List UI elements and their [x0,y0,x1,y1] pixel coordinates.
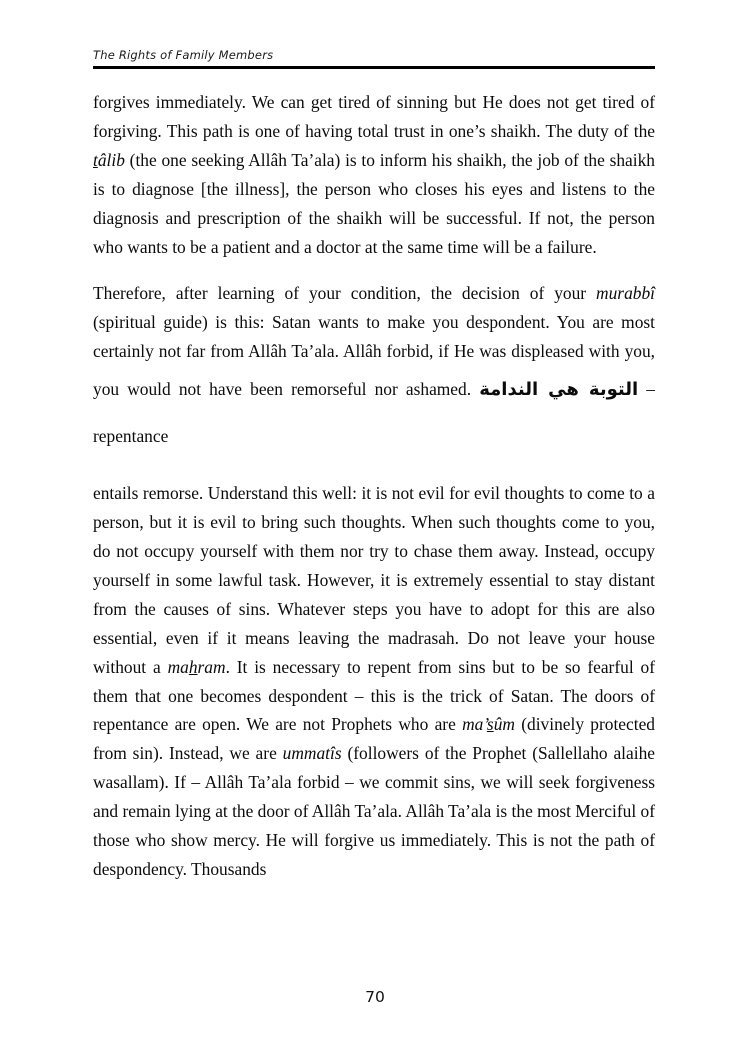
page-number: 70 [365,988,385,1006]
paragraph-3-text-part-3: (divinely protected from sin). Instead, we are [93,714,655,764]
paragraph-3-text-part-2: . It is necessary to repent from sins but to be so fearful of them that one becomes despondent – this is the trick of Satan. The doors of repentance are open. We are not Prophets who are [93,656,656,735]
paragraph-2 [93,279,655,459]
term-talib-remainder: âlib [97,149,125,170]
term-talib-underdot-letter: t [93,149,98,170]
paragraph-3 [93,479,655,884]
body-text-column [93,88,655,884]
term-mahram-underdot-letter: h [188,656,198,677]
term-mahram-suffix: ram [197,656,226,677]
page-header [93,48,655,69]
arabic-quote-text: التوبة هي الندامة [479,379,639,401]
header-rule [93,66,655,69]
term-ummatis: ummatîs [282,743,342,764]
term-mahram-prefix: ma [167,656,189,677]
term-talib [93,150,125,170]
paragraph-3-text-part-1: entails remorse. Understand this well: it is not evil for evil thoughts to come to a person, but it is evil to bring such thoughts. When such thoughts come to you, do not occupy yourself with them nor try to chase them away. Instead, occupy yourself in some lawful task. However, it is extremely essential to stay distant from the causes of sins. Whatever steps you have to adopt for this are also essential, even if it means leaving the madrasah. Do not leave your house without a [93,483,655,677]
term-masum-underdot-letter: s [486,714,494,735]
term-mahram [168,657,226,677]
paragraph-1-text-part-2: (the one seeking Allâh Ta’ala) is to inform his shaikh, the job of the shaikh is to diagnose [the illness], the person who closes his eyes and listens to the diagnosis and prescription of the shaikh will be successful. If not, the person who wants to be a patient and a doctor at the same time will be a failure. [93,149,655,257]
term-murabbi: murabbî [596,283,655,304]
paragraph-1 [93,88,655,261]
arabic-quote-gloss: – repentance [93,379,655,447]
paragraph-1-text-part-1: forgives immediately. We can get tired of sinning but He does not get tired of forgiving. This path is one of having total trust in one’s shaikh. The duty of the [93,92,655,141]
paragraph-2-text-part-2: (spiritual guide) is this: Satan wants to make you despondent. You are most certainly not far from Allâh Ta’ala. Allâh forbid, if He was displeased with you, you would not have been remorseful nor ashamed. [93,312,655,400]
paragraph-2-text-part-1: Therefore, after learning of your condition, the decision of your [93,283,597,304]
paragraph-3-text-part-4: (followers of the Prophet (Sallellaho alaihe wasallam). If – Allâh Ta’ala forbid – we commit sins, we will seek forgiveness and remain lying at the door of Allâh Ta’ala. Allâh Ta’ala is the most Merciful of those who show mercy. He will forgive us immediately. This is not the path of despondency. Thousands [93,743,655,879]
term-masum [462,714,515,734]
term-masum-suffix: ûm [493,714,515,735]
running-head: The Rights of Family Members [93,48,274,62]
term-masum-prefix: ma’ [462,714,487,735]
